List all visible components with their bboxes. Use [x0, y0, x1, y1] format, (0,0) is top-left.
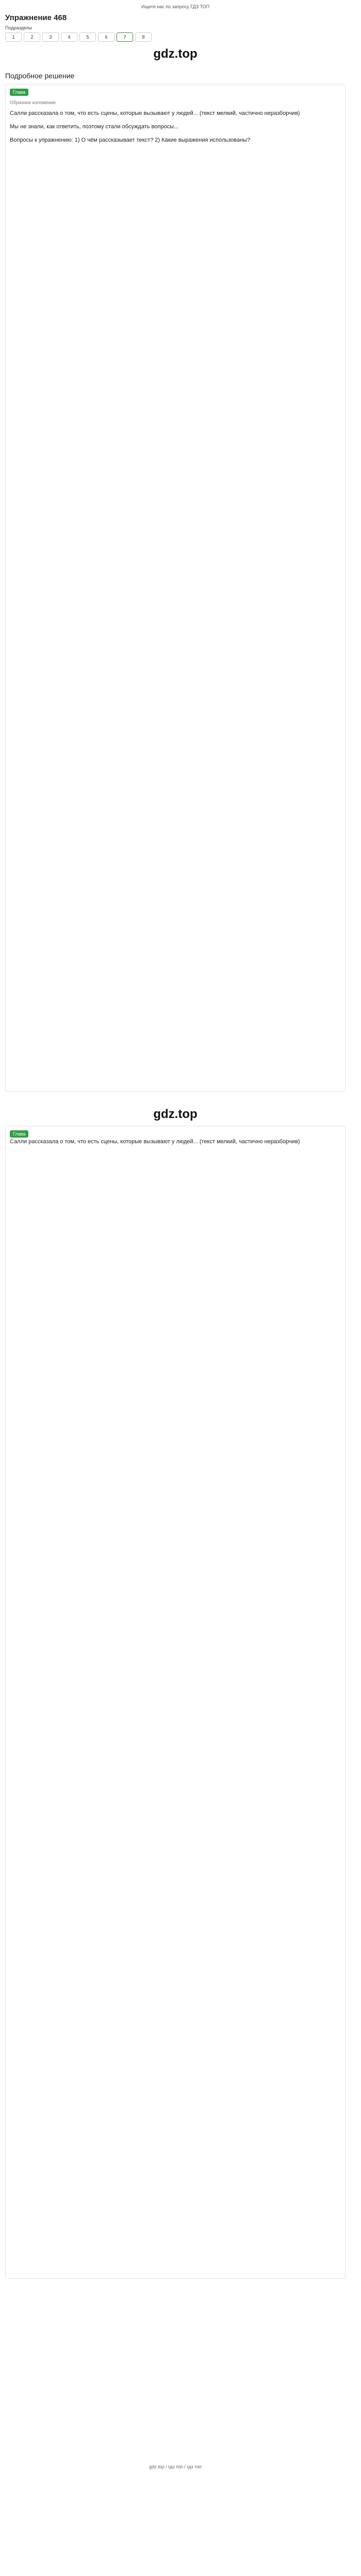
content-filler	[10, 1151, 341, 2274]
watermark: gdz.top	[153, 1107, 198, 1121]
page-1[interactable]: 1	[5, 32, 22, 42]
solution-heading: Подробное решение	[5, 72, 75, 80]
page-5[interactable]: 5	[79, 32, 96, 42]
paragraph: Вопросы к упражнению: 1) О чём рассказывает текст? 2) Какие выражения использованы?	[10, 137, 251, 143]
footer: gdz.top / гдз топ / гдз топ	[149, 2464, 202, 2469]
page-4[interactable]: 4	[61, 32, 77, 42]
intro: Подразделы	[5, 25, 32, 30]
page-8[interactable]: 8	[135, 32, 152, 42]
paragraph: Мы не знали, как ответить, поэтому стали обсуждать вопросы...	[10, 124, 179, 130]
page-2[interactable]: 2	[24, 32, 40, 42]
solution-section-2	[5, 1126, 346, 2279]
section-badge: Глава	[10, 89, 28, 96]
page-3[interactable]: 3	[42, 32, 59, 42]
solution-section-1	[5, 84, 346, 1092]
content-filler	[10, 149, 341, 1087]
page-6[interactable]: 6	[98, 32, 114, 42]
paragraph: Салли рассказала о том, что есть сцены, которые вызывают у людей... (текст мелкий, частично неразборчив)	[10, 1139, 300, 1145]
top-notice: Ищите нас по запросу ГДЗ ТОП	[141, 4, 210, 9]
watermark: gdz.top	[153, 47, 198, 61]
section-subhead: Образное изложение	[10, 100, 56, 105]
paragraph: Салли рассказала о том, что есть сцены, которые вызывают у людей... (текст мелкий, частично неразборчив)	[10, 110, 300, 116]
pagination	[5, 32, 346, 42]
spacer	[5, 2294, 346, 2459]
section-badge: Глава	[10, 1130, 28, 1138]
page-title: Упражнение 468	[5, 13, 67, 22]
page-7[interactable]: 7	[117, 32, 133, 42]
